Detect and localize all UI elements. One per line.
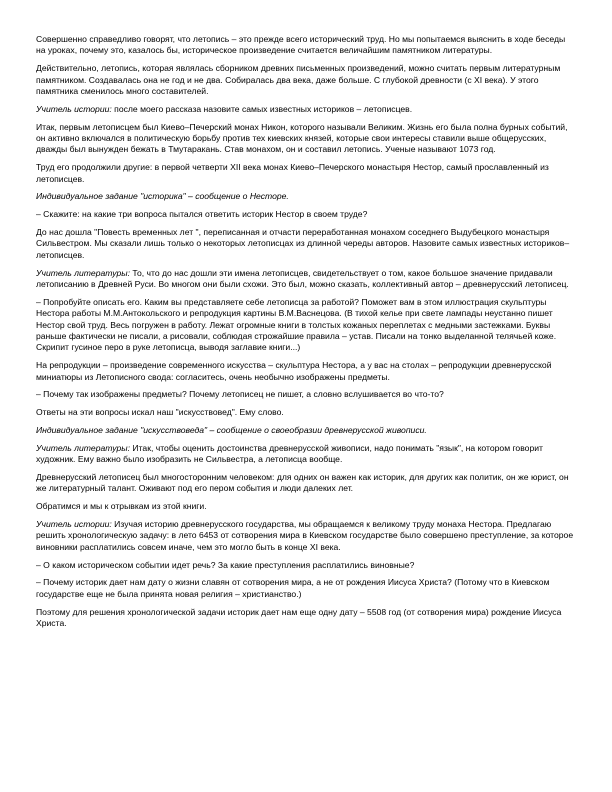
paragraph	[36, 407, 576, 418]
paragraph-text: – Попробуйте описать его. Каким вы представляете себе летописца за работой? Поможет вам в этом иллюстрация скульптуры Нестора работы М.М.Антокольского и репродукция картины В.М.Васнецова. (В тихой келье при свете лампады неустанно пишет Нестор свой труд. Весь погружен в работу. Лежат огромные книги в толстых кожаных переплетах с медными застежками. Буквы раньше фактически не писали, а рисовали, соблюдая строжайшие правила – устав. Писали на тонко выделанной телячьей коже. Скрипит гусиное перо в руке летописца, выводя заглавие книги...)	[36, 296, 557, 353]
paragraph	[36, 162, 576, 185]
paragraph-text: Индивидуальное задание "историка" – сообщение о Несторе.	[36, 191, 289, 202]
paragraph-text: Поэтому для решения хронологической задачи историк дает нам еще одну дату – 5508 год (от сотворения мира) рождение Иисуса Христа.	[36, 606, 562, 629]
paragraph-text: Индивидуальное задание "искусствоведа" – сообщение о своеобразии древнерусской живописи.	[36, 425, 427, 436]
paragraph-text: – Почему так изображены предметы? Почему летописец не пишет, а словно вслушивается во что-то?	[36, 389, 444, 400]
speaker-label: Учитель литературы:	[36, 442, 131, 453]
paragraph	[36, 577, 576, 600]
paragraph	[36, 519, 576, 553]
paragraph-text: Древнерусский летописец был многосторонним человеком: для одних он важен как историк, для других как политик, он же юрист, он же литературный талант. Оживают под его пером события и люди далеких лет.	[36, 472, 569, 494]
paragraph-text: До нас дошла "Повесть временных лет ", переписанная и отчасти переработанная монахом соседнего Выдубецкого монастыря Сильвестром. Мы сказали лишь только о некоторых летописцах из длинной череды авторов. Назовите самых известных историков–летописцев.	[36, 227, 570, 260]
speaker-label: Учитель истории:	[36, 519, 112, 530]
paragraph-text: Действительно, летопись, которая являлась сборником древних письменных произведений, можно считать первым литературным памятником. Создавалась она не год и не два. Собиралась два века, даже больше. С глубокой древности (с XI века). У этого памятника сменилось много составителей.	[36, 63, 561, 97]
paragraph-text: Изучая историю древнерусского государства, мы обращаемся к великому труду монаха Нестора. Предлагаю решить хронологическую задачу: в лето 6453 от сотворения мира в Киевском государстве было совершено преступление, за которое виновники расплатились совсем иначе, чем это могло быть в конце XI века.	[36, 519, 574, 552]
paragraph	[36, 122, 576, 156]
paragraph-text: – Скажите: на какие три вопроса пытался ответить историк Нестор в своем труде?	[36, 209, 368, 220]
paragraph-text: Итак, чтобы оценить достоинства древнерусской живописи, надо понимать "язык", на котором говорит художник. Ему важно было изобразить не Сильвестра, а летописца вообще.	[36, 442, 543, 465]
paragraph-text: То, что до нас дошли эти имена летописцев, свидетельствует о том, какое большое значение придавали летописанию в Древней Руси. Во многом они были схожи. Это был, можно сказать, коллективный автор – древнерусский летописец.	[36, 267, 569, 290]
paragraph-text: Обратимся и мы к отрывкам из этой книги.	[36, 501, 207, 512]
paragraph	[36, 227, 576, 261]
paragraph	[36, 360, 576, 383]
paragraph	[36, 191, 576, 202]
paragraph	[36, 104, 576, 115]
paragraph	[36, 607, 576, 630]
paragraph	[36, 268, 576, 291]
document-page	[36, 34, 576, 636]
paragraph-text: Ответы на эти вопросы искал наш "искусствовед". Ему слово.	[36, 407, 284, 418]
paragraph	[36, 472, 576, 495]
paragraph	[36, 389, 576, 400]
paragraph-text: – Почему историк дает нам дату о жизни славян от сотворения мира, а не от рождения Иисуса Христа? (Потому что в Киевском государстве еще не была принята новая религия – христианство.)	[36, 577, 550, 599]
paragraph	[36, 34, 576, 57]
paragraph-text: Совершенно справедливо говорят, что летопись – это прежде всего исторический труд. Но мы попытаемся выяснить в ходе беседы на уроках, почему это, казалось бы, историческое произведение считается величайшим памятником литературы.	[36, 34, 566, 56]
paragraph-text: после моего рассказа назовите самых известных историков – летописцев.	[111, 103, 413, 114]
paragraph-text: Итак, первым летописцем был Киево–Печерский монах Никон, которого называли Великим. Жизнь его была полна бурных событий, он активно включался в политическую борьбу против тех киевских князей, которые свои интересы ставили выше общерусских, дважды был вынужден бежать в Тмутаракань. Став монахом, он и составил летопись. Ученые называют 1073 год.	[36, 121, 568, 155]
speaker-label: Учитель истории:	[36, 103, 112, 114]
paragraph-text: На репродукции – произведение современного искусства – скульптура Нестора, а у вас на столах – репродукции древнерусской миниатюры из Летописного свода: согласитесь, очень необычно изображены предметы.	[36, 360, 552, 382]
paragraph-text: – О каком историческом событии идет речь? За какие преступления расплатились виновные?	[36, 559, 415, 570]
speaker-label: Учитель литературы:	[36, 267, 131, 278]
paragraph	[36, 560, 576, 571]
paragraph-text: Труд его продолжили другие: в первой четверти XII века монах Киево–Печерского монастыря Нестор, самый прославленный из летописцев.	[36, 162, 549, 184]
paragraph	[36, 297, 576, 354]
paragraph	[36, 425, 576, 436]
paragraph	[36, 209, 576, 220]
paragraph	[36, 443, 576, 466]
paragraph	[36, 501, 576, 512]
paragraph	[36, 63, 576, 97]
